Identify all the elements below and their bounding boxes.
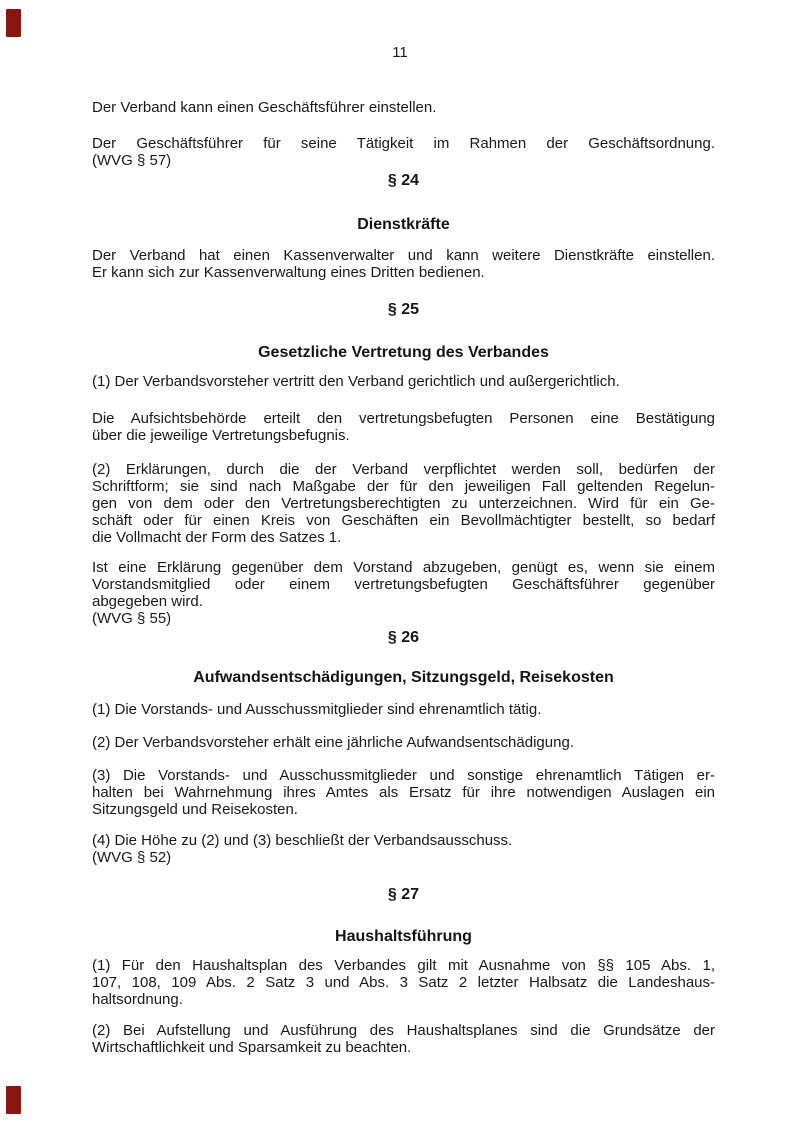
paragraph-sitzungsgeld: [92, 767, 715, 818]
text-line: haltsordnung.: [92, 991, 183, 1008]
section-27-title: Haushaltsführung: [335, 928, 472, 945]
paragraph-haushaltsplan: [92, 957, 715, 1008]
text-line: Schriftform; sie sind nach Maßgabe der für den jeweiligen Fall geltenden Regelun-: [92, 478, 715, 495]
paragraph-geschaeftsfuehrer: [92, 99, 715, 116]
text-line: Der Geschäftsführer für seine Tätigkeit im Rahmen der Geschäftsordnung.: [92, 135, 715, 152]
paragraph-kassenverwalter: [92, 247, 715, 281]
paragraph-erklaerungen-schriftform: [92, 461, 715, 546]
section-25-number: § 25: [387, 301, 420, 318]
text-line: Sitzungsgeld und Reisekosten.: [92, 801, 298, 818]
text-line: halten bei Wahrnehmung ihres Amtes als Ersatz für ihre notwendigen Auslagen ein: [92, 784, 715, 801]
text-line: Die Aufsichtsbehörde erteilt den vertretungsbefugten Personen eine Bestätigung: [92, 410, 715, 427]
text-line: gen von dem oder den Vertretungsberechtigten zu unterzeichnen. Wird für ein Ge-: [92, 495, 715, 512]
text-line: Der Verband kann einen Geschäftsführer einstellen.: [92, 99, 437, 116]
page-number: 11: [392, 44, 408, 61]
wvg-57-reference: (WVG § 57): [92, 152, 172, 169]
section-27-number: § 27: [387, 886, 420, 903]
text-line: (4) Die Höhe zu (2) und (3) beschließt der Verbandsausschuss.: [92, 832, 513, 849]
text-line: Wirtschaftlichkeit und Sparsamkeit zu beachten.: [92, 1039, 412, 1056]
text-line: (2) Erklärungen, durch die der Verband verpflichtet werden soll, bedürfen der: [92, 461, 715, 478]
text-line: (1) Die Vorstands- und Ausschussmitglieder sind ehrenamtlich tätig.: [92, 701, 542, 718]
text-line: Er kann sich zur Kassenverwaltung eines Dritten bedienen.: [92, 264, 485, 281]
wvg-55-reference: (WVG § 55): [92, 610, 172, 627]
text-line: schäft oder für einen Kreis von Geschäften ein Bevollmächtigter bestellt, so bedarf: [92, 512, 715, 529]
text-line: über die jeweilige Vertretungsbefugnis.: [92, 427, 350, 444]
section-24-title: Dienstkräfte: [357, 216, 450, 233]
section-25-title: Gesetzliche Vertretung des Verbandes: [258, 344, 549, 361]
text-line: Der Verband hat einen Kassenverwalter und kann weitere Dienstkräfte einstellen.: [92, 247, 715, 264]
paragraph-geschaeftsordnung: [92, 135, 715, 169]
wvg-52-reference: (WVG § 52): [92, 849, 172, 866]
paragraph-aufwandsentschaedigung: [92, 734, 715, 751]
paragraph-wirtschaftlichkeit: [92, 1022, 715, 1056]
section-26-title: Aufwandsentschädigungen, Sitzungsgeld, Reisekosten: [193, 669, 614, 686]
paragraph-erklaerung-vorstand: [92, 559, 715, 627]
text-line: die Vollmacht der Form des Satzes 1.: [92, 529, 342, 546]
section-26-number: § 26: [387, 629, 420, 646]
paragraph-aufsichtsbehoerde: [92, 410, 715, 444]
red-scan-mark-top: [6, 9, 21, 37]
text-line: Ist eine Erklärung gegenüber dem Vorstand abzugeben, genügt es, wenn sie einem: [92, 559, 715, 576]
section-24-number: § 24: [387, 172, 420, 189]
text-line: (1) Der Verbandsvorsteher vertritt den Verband gerichtlich und außergerichtlich.: [92, 373, 620, 390]
paragraph-gerichtliche-vertretung: [92, 373, 715, 390]
text-line: 107, 108, 109 Abs. 2 Satz 3 und Abs. 3 Satz 2 letzter Halbsatz die Landeshaus-: [92, 974, 715, 991]
text-line: abgegeben wird.: [92, 593, 203, 610]
text-line: (2) Bei Aufstellung und Ausführung des Haushaltsplanes sind die Grundsätze der: [92, 1022, 715, 1039]
text-line: Vorstandsmitglied oder einem vertretungsbefugten Geschäftsführer gegenüber: [92, 576, 715, 593]
paragraph-hoehe-beschluss: [92, 832, 715, 866]
text-line: (2) Der Verbandsvorsteher erhält eine jährliche Aufwandsentschädigung.: [92, 734, 574, 751]
red-scan-mark-bottom: [6, 1086, 21, 1114]
text-line: (1) Für den Haushaltsplan des Verbandes gilt mit Ausnahme von §§ 105 Abs. 1,: [92, 957, 715, 974]
text-line: (3) Die Vorstands- und Ausschussmitglieder und sonstige ehrenamtlich Tätigen er-: [92, 767, 715, 784]
paragraph-ehrenamtlich: [92, 701, 715, 718]
